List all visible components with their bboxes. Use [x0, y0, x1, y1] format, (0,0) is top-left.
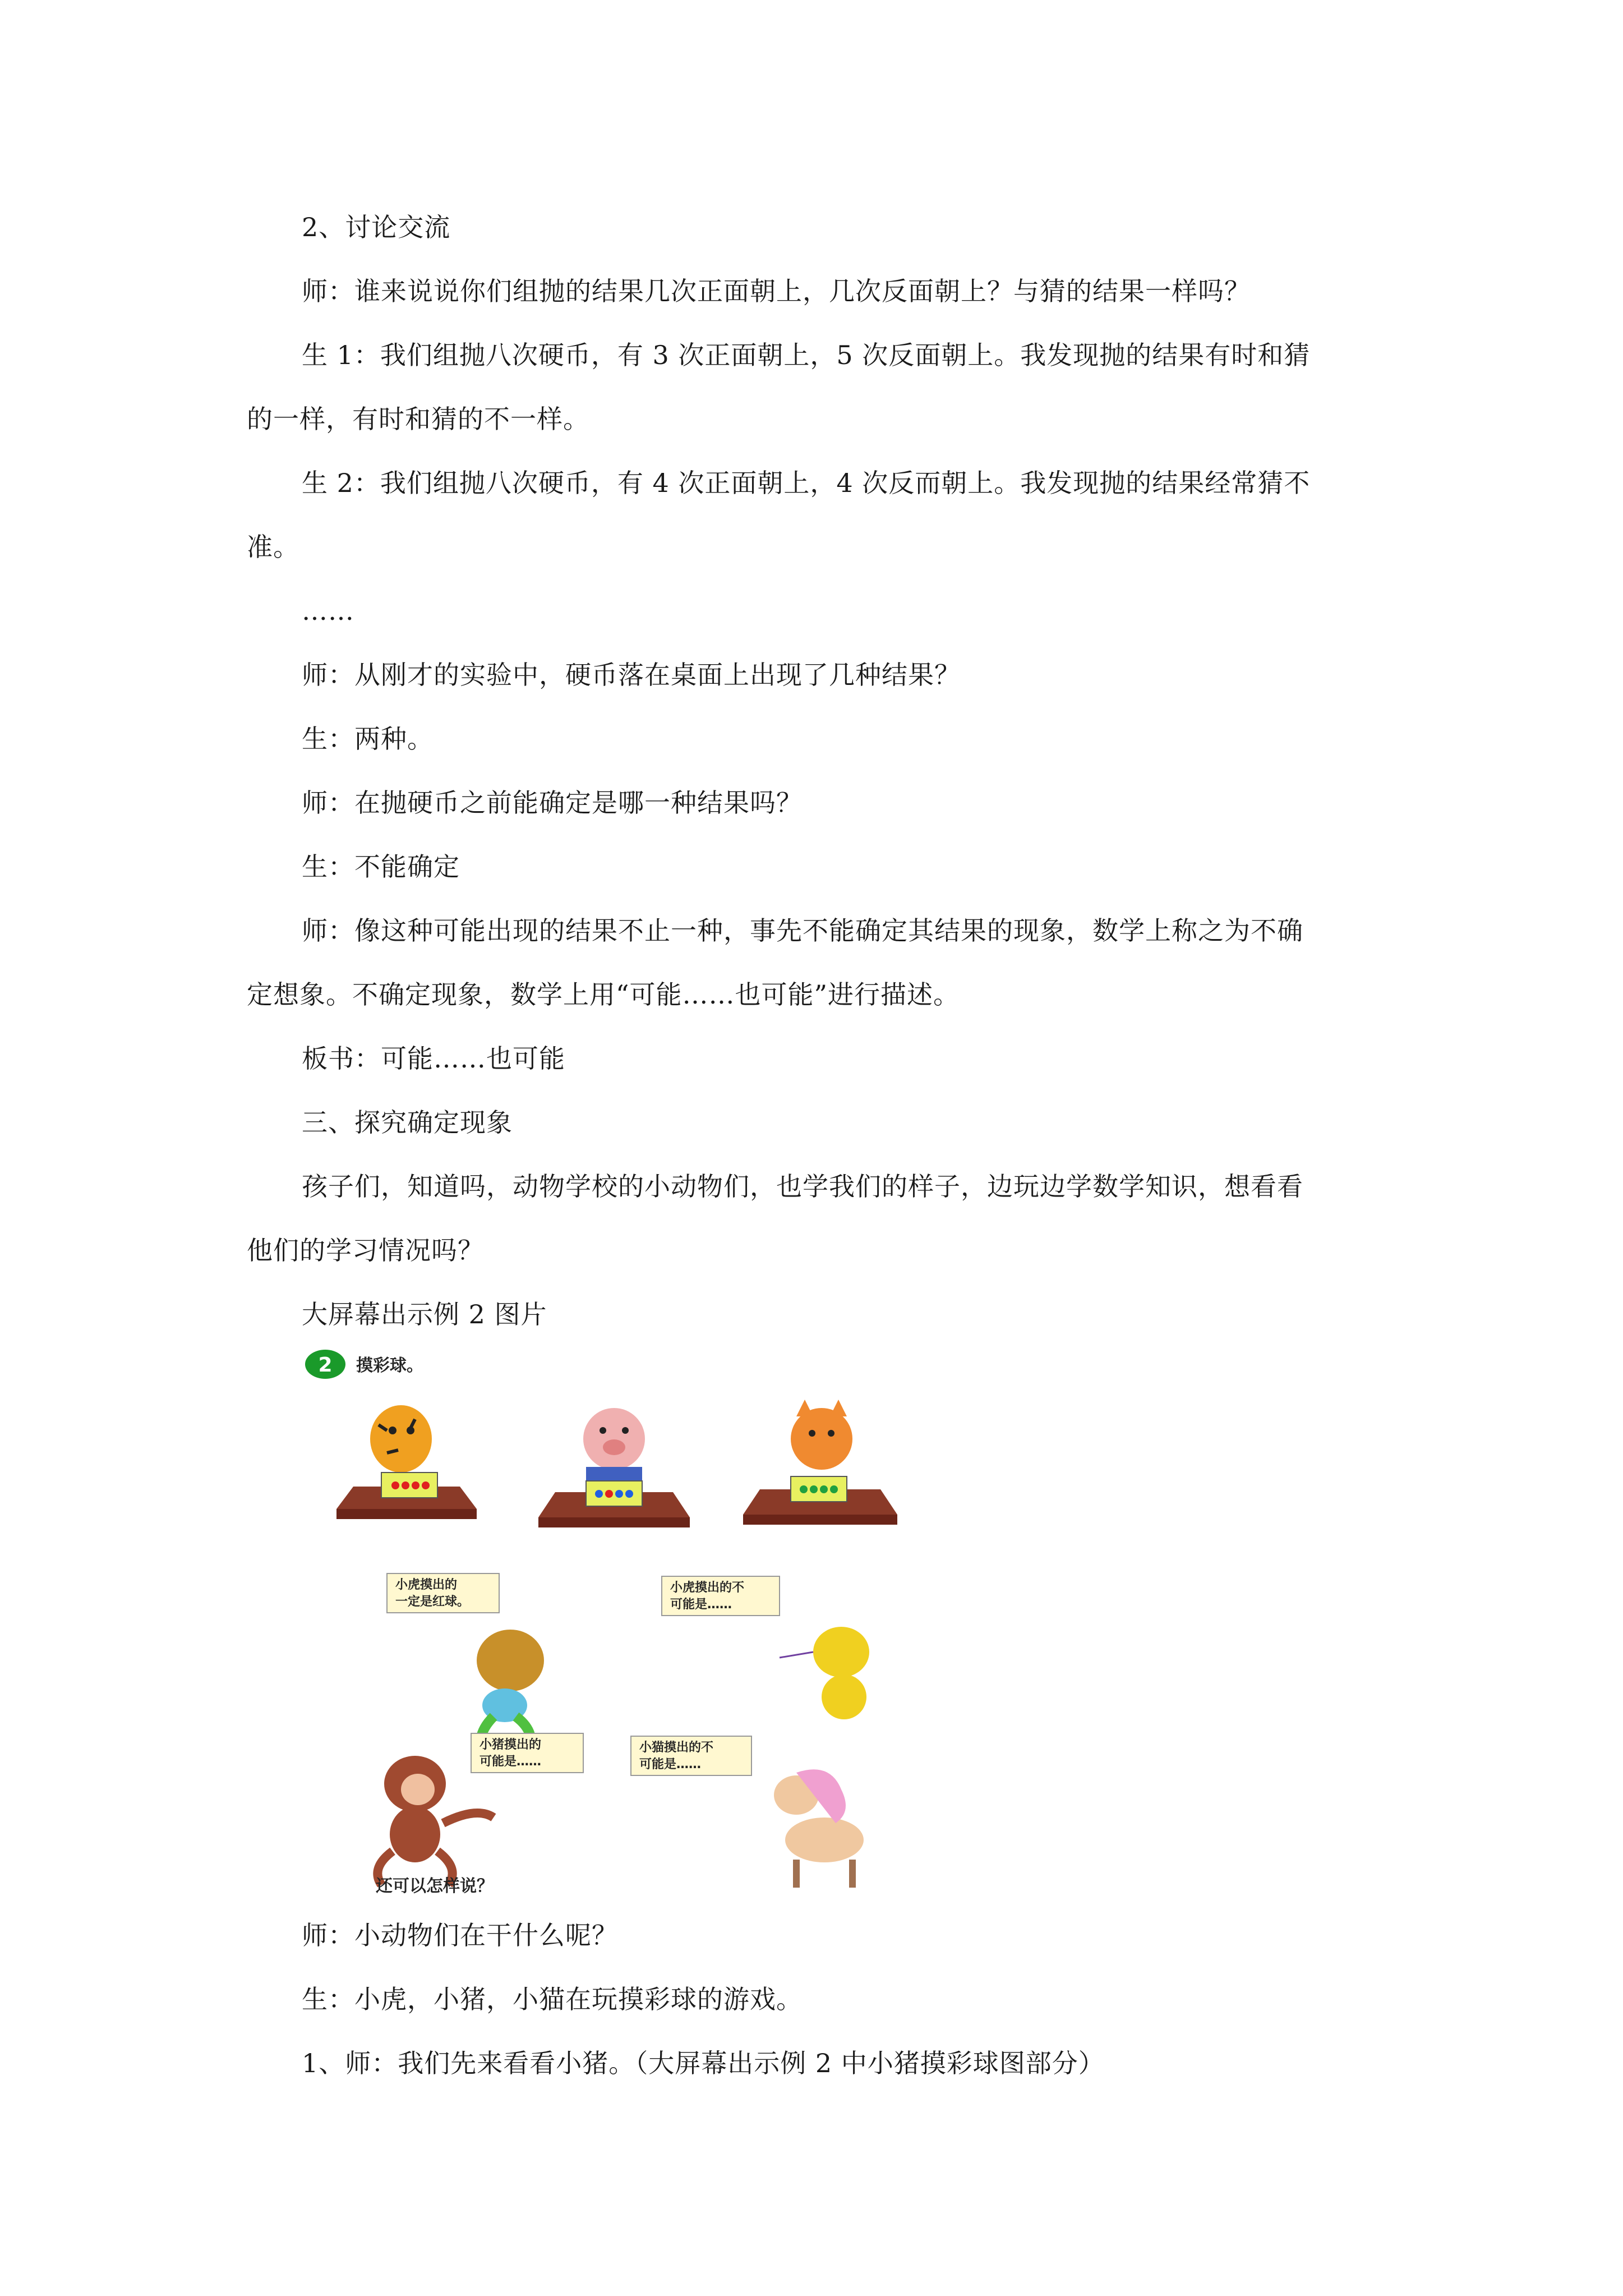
paragraph: 师：小动物们在干什么呢？ — [302, 1920, 618, 1950]
paragraph-continuation: 准。 — [247, 532, 299, 562]
svg-text:可能是……: 可能是…… — [670, 1598, 732, 1612]
speech-bubble-tiger-certain — [387, 1573, 499, 1613]
svg-text:小猪摸出的: 小猪摸出的 — [479, 1738, 542, 1752]
paragraph: 生 2：我们组抛八次硬币，有 4 次正面朝上，4 次反而朝上。我发现抛的结果经常猜不 — [302, 468, 1311, 498]
speech-bubble-cat-impossible — [631, 1736, 751, 1775]
paragraph: 师：谁来说说你们组抛的结果几次正面朝上，几次反面朝上？与猜的结果一样吗？ — [302, 276, 1251, 306]
svg-text:小虎摸出的不: 小虎摸出的不 — [670, 1581, 745, 1595]
paragraph: 生 1：我们组抛八次硬币，有 3 次正面朝上，5 次反面朝上。我发现抛的结果有时和猜 — [302, 340, 1311, 370]
cat-table-scene — [743, 1400, 897, 1525]
paragraph-continuation: 他们的学习情况吗？ — [247, 1235, 484, 1266]
ellipsis: …… — [302, 596, 354, 626]
svg-text:可能是……: 可能是…… — [639, 1757, 702, 1772]
svg-text:小虎摸出的: 小虎摸出的 — [395, 1578, 458, 1592]
paragraph-continuation: 定想象。不确定现象，数学上用“可能……也可能”进行描述。 — [247, 979, 960, 1010]
paragraph: 板书：可能……也可能 — [302, 1043, 565, 1074]
pig-table-scene — [538, 1408, 690, 1527]
svg-text:可能是……: 可能是…… — [479, 1755, 542, 1769]
speech-bubble-pig-possible — [471, 1733, 583, 1773]
paragraph: 生：小虎，小猪，小猫在玩摸彩球的游戏。 — [302, 1984, 803, 2014]
svg-text:小猫摸出的不: 小猫摸出的不 — [639, 1741, 714, 1755]
pony-character — [774, 1769, 864, 1888]
yellow-cat-character — [780, 1627, 869, 1719]
monkey-character — [377, 1756, 494, 1885]
figure-footer-question: 还可以怎样说？ — [376, 1876, 494, 1896]
example-title: 摸彩球。 — [356, 1356, 423, 1375]
svg-text:一定是红球。: 一定是红球。 — [395, 1595, 470, 1609]
example-number-badge — [305, 1350, 345, 1379]
paragraph: 师：从刚才的实验中，硬币落在桌面上出现了几种结果？ — [302, 660, 961, 690]
example-2-illustration — [303, 1346, 931, 1902]
paragraph: 师：像这种可能出现的结果不止一种，事先不能确定其结果的现象，数学上称之为不确 — [302, 915, 1303, 946]
paragraph: 生：不能确定 — [302, 852, 460, 882]
paragraph: 孩子们，知道吗，动物学校的小动物们，也学我们的样子，边玩边学数学知识，想看看 — [302, 1171, 1303, 1202]
section-heading-discussion: 2、讨论交流 — [302, 212, 451, 242]
paragraph-continuation: 的一样，有时和猜的不一样。 — [247, 404, 589, 434]
paragraph: 生：两种。 — [302, 724, 434, 754]
paragraph: 1、师：我们先来看看小猪。（大屏幕出示例 2 中小猪摸彩球图部分） — [302, 2048, 1105, 2078]
section-heading-explore: 三、探究确定现象 — [302, 1107, 513, 1138]
speech-bubble-tiger-impossible — [662, 1576, 780, 1616]
example-number: 2 — [318, 1354, 333, 1377]
paragraph: 师：在抛硬币之前能确定是哪一种结果吗？ — [302, 788, 803, 818]
paragraph: 大屏幕出示例 2 图片 — [302, 1299, 547, 1329]
tiger-table-scene — [336, 1405, 477, 1519]
